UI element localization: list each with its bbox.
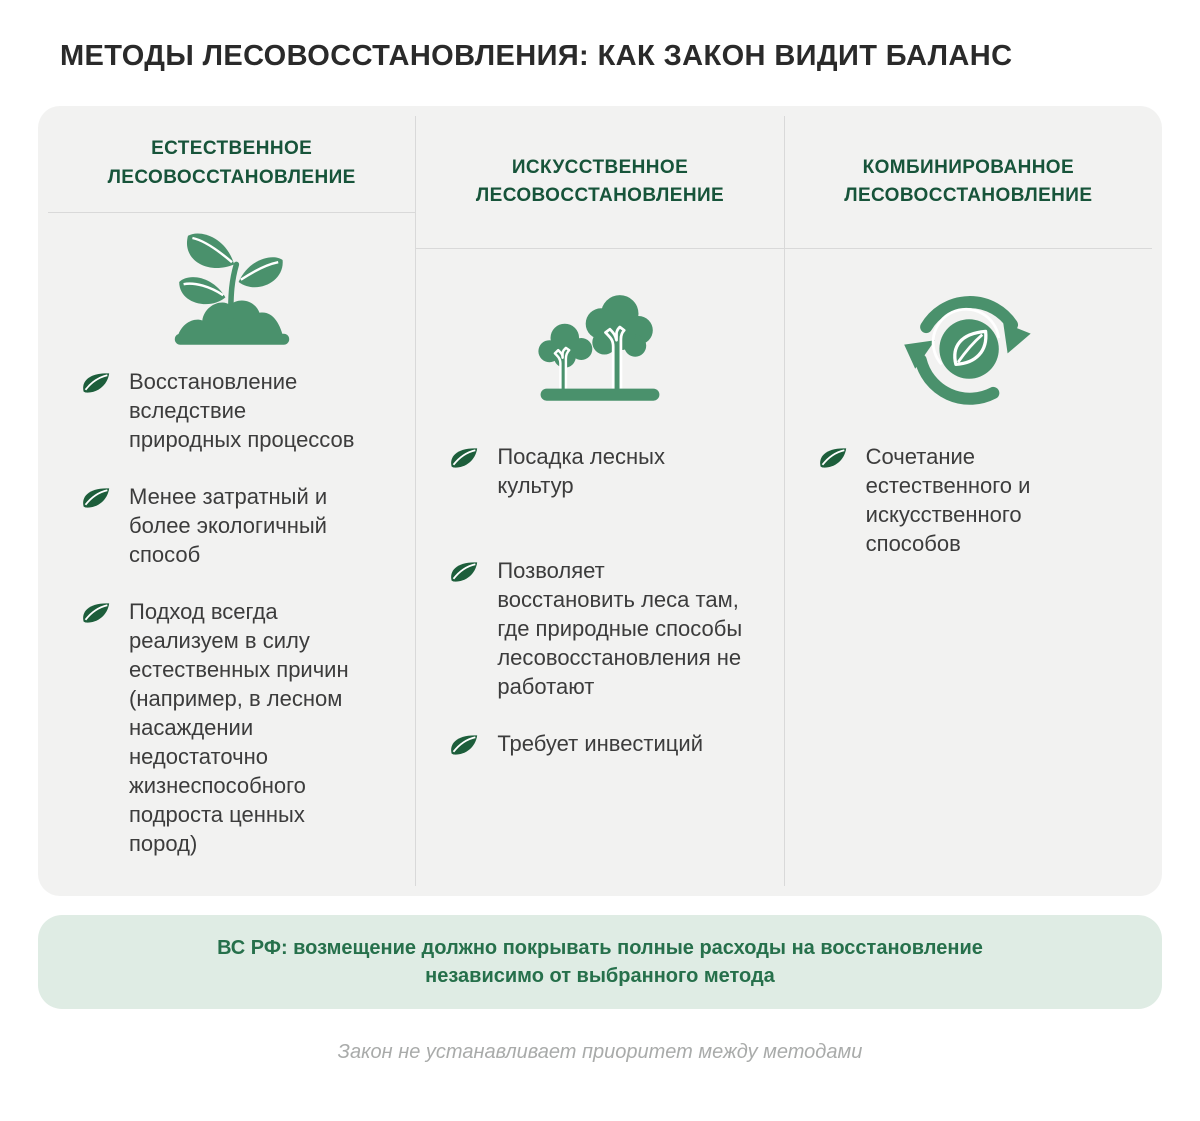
page-title: МЕТОДЫ ЛЕСОВОССТАНОВЛЕНИЯ: КАК ЗАКОН ВИДИТ БАЛАНС: [60, 40, 1013, 72]
leaf-bullet-icon: [448, 732, 479, 757]
natural-benefits-list: [48, 359, 415, 886]
leaf-bullet-icon: [448, 559, 479, 584]
list-item-text: Сочетание естественного и искусственного способов: [865, 444, 1031, 557]
list-item: [817, 442, 1132, 558]
column-natural-title: ЕСТЕСТВЕННОЕ ЛЕСОВОССТАНОВЛЕНИЕ: [107, 138, 356, 188]
column-combined-title: КОМБИНИРОВАННОЕ ЛЕСОВОССТАНОВЛЕНИЕ: [844, 156, 1093, 206]
leaf-bullet-icon: [80, 600, 111, 625]
list-item: [80, 367, 395, 454]
footer-note: Закон не устанавливает приоритет между методами: [337, 1041, 863, 1063]
list-item-text: Посадка лесных культур: [497, 444, 665, 499]
list-item: [448, 556, 763, 701]
column-artificial-title: ИСКУССТВЕННОЕ ЛЕСОВОССТАНОВЛЕНИЕ: [475, 156, 725, 206]
list-item-text: Восстановление вследствие природных процессов: [129, 368, 355, 452]
list-item-text: Позволяет восстановить леса там, где природные способы лесовосстановления не работают: [497, 558, 743, 700]
column-natural-header: [48, 116, 415, 213]
artificial-benefits-list: [416, 434, 783, 786]
list-item-text: Менее затратный и более экологичный способ: [129, 483, 328, 567]
list-item: [448, 729, 763, 758]
column-combined-header: [785, 116, 1152, 249]
column-artificial: [415, 116, 784, 886]
list-item-text: Подход всегда реализуем в силу естественных причин (например, в лесном насаждении недостаточно жизнеспособного подроста ценных пород): [129, 598, 349, 856]
column-artificial-header: [416, 116, 783, 249]
list-item: [448, 442, 763, 500]
leaf-bullet-icon: [80, 485, 111, 510]
leaf-bullet-icon: [448, 445, 479, 470]
banner-text-line1: ВС РФ: возмещение должно покрывать полные расходы на восстановление: [217, 937, 983, 959]
methods-comparison-card: [38, 106, 1162, 896]
leaf-bullet-icon: [80, 370, 111, 395]
recycle-leaf-icon: [785, 249, 1152, 434]
combined-benefits-list: [785, 434, 1152, 586]
list-item: [80, 482, 395, 569]
column-combined: [785, 116, 1152, 886]
trees-icon: [416, 249, 783, 434]
list-item-text: Требует инвестиций: [497, 731, 703, 757]
column-natural: [48, 116, 415, 886]
list-item: [80, 597, 395, 858]
banner-text-line2: независимо от выбранного метода: [425, 965, 775, 987]
leaf-bullet-icon: [817, 445, 848, 470]
supreme-court-banner: [38, 915, 1162, 1009]
sprout-icon: [48, 213, 415, 359]
